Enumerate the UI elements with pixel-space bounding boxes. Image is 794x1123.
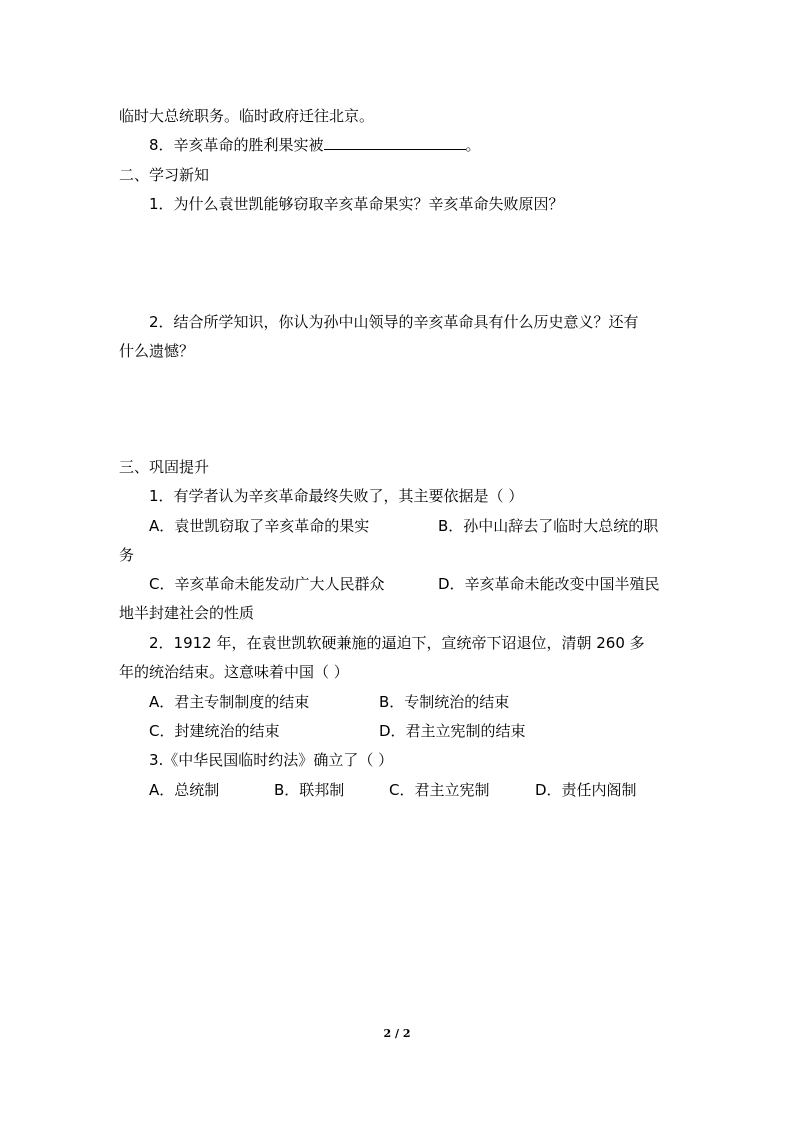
exercise-3-option-d: D．责任内阁制 [535,781,637,799]
learn-question-2-line-1: 2．结合所学知识，你认为孙中山领导的辛亥革命具有什么历史意义？还有 [149,313,639,331]
exercise-2-stem-line-1: 2．1912 年，在袁世凯软硬兼施的逼迫下，宣统帝下诏退位，清朝 260 多 [149,634,645,652]
section-heading-learn: 二、学习新知 [119,166,210,184]
exercise-3-option-b: B．联邦制 [274,781,345,799]
question-8-end: 。 [465,136,481,154]
text-line-continuation: 临时大总统职务。临时政府迁往北京。 [119,107,375,125]
exercise-1-option-b: B．孙中山辞去了临时大总统的职 [438,517,659,535]
page-number: 2 / 2 [383,1027,411,1040]
exercise-1-stem: 1．有学者认为辛亥革命最终失败了，其主要依据是（ ） [149,487,524,505]
exercise-1-option-d: D．辛亥革命未能改变中国半殖民 [438,575,660,593]
answer-blank[interactable] [324,135,466,150]
exercise-1-option-d-wrap: 地半封建社会的性质 [119,604,255,622]
question-8 [149,135,481,155]
exercise-2-option-c: C．封建统治的结束 [149,722,280,740]
exercise-3-stem: 3.《中华民国临时约法》确立了（ ） [149,751,394,769]
exercise-2-option-b: B．专制统治的结束 [379,693,510,711]
exercise-2-option-a: A．君主专制制度的结束 [149,693,310,711]
exercise-1-option-a: A．袁世凯窃取了辛亥革命的果实 [149,517,370,535]
learn-question-1: 1．为什么袁世凯能够窃取辛亥革命果实？辛亥革命失败原因？ [149,195,564,213]
exercise-2-option-d: D．君主立宪制的结束 [379,722,526,740]
exercise-2-stem-line-2: 年的统治结束。这意味着中国（ ） [119,663,349,681]
section-heading-consolidate: 三、巩固提升 [119,458,210,476]
exercise-3-option-a: A．总统制 [149,781,220,799]
exercise-1-option-c: C．辛亥革命未能发动广大人民群众 [149,575,385,593]
exercise-1-option-b-wrap: 务 [119,546,135,564]
exercise-3-option-c: C．君主立宪制 [389,781,490,799]
question-8-text: 8．辛亥革命的胜利果实被 [149,136,324,154]
learn-question-2-line-2: 什么遗憾？ [119,342,195,360]
